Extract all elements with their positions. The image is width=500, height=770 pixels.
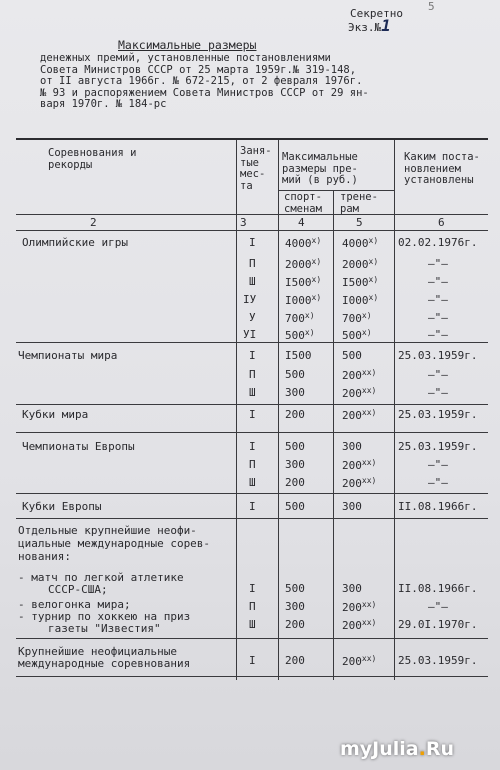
established-date-cell: –"– (428, 257, 448, 270)
coaches-amount-cell: 700$^{x)}$ (342, 311, 372, 325)
section-rule (16, 518, 488, 519)
row-name: Олимпийские игры (22, 236, 128, 249)
established-date-cell: 25.03.1959г. (398, 654, 478, 667)
watermark-tld: Ru (425, 738, 455, 760)
preamble-line: варя 1970г. № 184-рс (40, 98, 167, 110)
watermark-dot: . (418, 738, 426, 760)
established-date-cell: –"– (428, 476, 448, 489)
header-max-sizes (282, 152, 358, 187)
other-item (18, 572, 184, 596)
other-intro (18, 524, 210, 563)
header-established-line: новлением (404, 162, 461, 175)
established-date-cell: –"– (428, 328, 448, 341)
established-date-cell: –"– (428, 386, 448, 399)
coaches-amount-cell: 500$^{x)}$ (342, 328, 372, 342)
section-rule (16, 493, 488, 494)
header-bottom-rule (16, 214, 488, 215)
header-competition-line: Соревнования и (48, 147, 137, 159)
colnum-bottom-rule (16, 230, 488, 231)
coaches-amount-cell: 200$^{xx)}$ (342, 600, 377, 614)
athletes-amount-cell: 300 (285, 458, 305, 471)
row-name (18, 646, 190, 670)
table-bottom-rule (16, 676, 488, 677)
header-max-line: мий (в руб.) (282, 174, 358, 186)
established-date-cell: –"– (428, 311, 448, 324)
corner-mark: 5 (428, 0, 435, 13)
established-date-cell: 29.0I.1970г. (398, 618, 478, 631)
col-number: 2 (90, 216, 97, 229)
row-name: Чемпионаты мира (18, 349, 118, 362)
copy-number: 1 (381, 16, 391, 35)
preamble-line: денежных премий, установленные постановлениями (40, 52, 331, 64)
athletes-amount-cell: 500 (285, 440, 305, 453)
established-date-cell: II.08.1966г. (398, 582, 478, 595)
coaches-amount-cell: 200$^{xx)}$ (342, 654, 377, 668)
established-date-cell: –"– (428, 293, 448, 306)
header-place-line: тые (240, 156, 259, 169)
header-established (404, 152, 480, 187)
coaches-amount-cell: 2000$^{x)}$ (342, 257, 379, 271)
watermark-main: myJulia (340, 738, 419, 760)
col-number: 4 (298, 216, 305, 229)
other-intro-line: Отдельные крупнейшие неофи- (18, 524, 197, 537)
coaches-amount-cell: 4000$^{x)}$ (342, 236, 379, 250)
athletes-amount-cell: 700$^{x)}$ (285, 311, 315, 325)
athletes-amount-cell: 2000$^{x)}$ (285, 257, 322, 271)
place-cell: У (249, 311, 256, 324)
established-date-cell: 25.03.1959г. (398, 408, 478, 421)
other-intro-line: циальные международные сорев- (18, 537, 211, 550)
coaches-amount-cell: 300 (342, 500, 362, 513)
place-cell: П (249, 600, 256, 613)
place-cell: I (249, 349, 256, 362)
other-item-line: - турнир по хоккею на приз (18, 610, 191, 623)
col-divider-place (236, 140, 237, 680)
header-max-line: размеры пре- (282, 162, 358, 175)
place-cell: Ш (249, 275, 256, 288)
coaches-amount-cell: 200$^{xx)}$ (342, 618, 377, 632)
header-competition (48, 148, 137, 171)
other-item-line: газеты "Известия" (48, 622, 161, 635)
header-max-line: Максимальные (282, 151, 358, 163)
athletes-amount-cell: 300 (285, 600, 305, 613)
header-coaches (340, 192, 378, 215)
place-cell: Ш (249, 476, 256, 489)
coaches-amount-cell: 300 (342, 582, 362, 595)
header-athletes (284, 192, 322, 215)
place-cell: П (249, 368, 256, 381)
place-cell: I (249, 408, 256, 421)
copy-label: Экз.№ (348, 21, 382, 34)
col-divider-athletes (278, 140, 279, 680)
secrecy-stamp (348, 8, 403, 34)
col-number: 3 (240, 216, 247, 229)
copy-line (348, 16, 403, 35)
coaches-amount-cell: 300 (342, 440, 362, 453)
col-divider-coaches (333, 190, 334, 680)
coaches-amount-cell: I500$^{x)}$ (342, 275, 379, 289)
other-item-line: СССР-США; (48, 583, 108, 596)
athletes-amount-cell: 200 (285, 654, 305, 667)
row-name: Кубки Европы (22, 500, 102, 513)
preamble-line: № 93 и распоряжением Совета Министров СССР от 29 ян- (40, 86, 369, 99)
header-established-line: Каким поста- (404, 151, 480, 163)
row-name: Кубки мира (22, 408, 89, 421)
col-divider-established (394, 140, 395, 680)
coaches-amount-cell: 200$^{xx)}$ (342, 476, 377, 490)
athletes-amount-cell: 500 (285, 368, 305, 381)
header-place-line: та (240, 179, 253, 192)
athletes-amount-cell: 500$^{x)}$ (285, 328, 315, 342)
watermark (340, 738, 454, 760)
athletes-amount-cell: 200 (285, 618, 305, 631)
athletes-amount-cell: 500 (285, 582, 305, 595)
coaches-amount-cell: 200$^{xx)}$ (342, 368, 377, 382)
athletes-amount-cell: I500$^{x)}$ (285, 275, 322, 289)
established-date-cell: 02.02.1976г. (398, 236, 478, 249)
established-date-cell: –"– (428, 600, 448, 613)
section-rule (16, 342, 488, 343)
other-item (18, 611, 190, 635)
section-rule (16, 638, 488, 639)
header-athletes-line: спорт- (284, 191, 322, 203)
header-coaches-line: трене- (340, 191, 378, 203)
coaches-amount-cell: 500 (342, 349, 362, 362)
established-date-cell: 25.03.1959г. (398, 440, 478, 453)
other-intro-line: нования: (18, 550, 71, 563)
header-coaches-line: рам (340, 202, 359, 215)
header-athletes-line: сменам (284, 202, 322, 215)
established-date-cell: 25.03.1959г. (398, 349, 478, 362)
coaches-amount-cell: I000$^{x)}$ (342, 293, 379, 307)
coaches-amount-cell: 200$^{xx)}$ (342, 408, 377, 422)
place-cell: I (249, 500, 256, 513)
other-item: - велогонка мира; (18, 598, 131, 611)
header-place-line: Заня- (240, 145, 272, 157)
section-rule (16, 432, 488, 433)
row-name-line: Крупнейшие неофициальные (18, 645, 177, 658)
athletes-amount-cell: 300 (285, 386, 305, 399)
established-date-cell: –"– (428, 275, 448, 288)
coaches-amount-cell: 200$^{xx)}$ (342, 386, 377, 400)
table-top-rule (16, 138, 488, 140)
document-preamble (40, 53, 369, 111)
place-cell: Ш (249, 386, 256, 399)
athletes-amount-cell: 500 (285, 500, 305, 513)
col-number: 5 (356, 216, 363, 229)
place-cell: П (249, 257, 256, 270)
coaches-amount-cell: 200$^{xx)}$ (342, 458, 377, 472)
place-cell: Ш (249, 618, 256, 631)
established-date-cell: –"– (428, 368, 448, 381)
header-place-line: мес- (240, 168, 266, 180)
preamble-line: от II августа 1966г. № 672-215, от 2 февраля 1976г. (40, 75, 363, 87)
row-name: Чемпионаты Европы (22, 440, 135, 453)
established-date-cell: –"– (428, 458, 448, 471)
place-cell: П (249, 458, 256, 471)
athletes-amount-cell: 200 (285, 476, 305, 489)
athletes-amount-cell: 4000$^{x)}$ (285, 236, 322, 250)
header-established-line: установлены (404, 174, 474, 186)
header-competition-line: рекорды (48, 158, 93, 171)
col-number: 6 (438, 216, 445, 229)
header-place (240, 146, 272, 192)
athletes-amount-cell: 200 (285, 408, 305, 421)
secret-label: Секретно (350, 7, 403, 20)
athletes-amount-cell: I500 (285, 349, 312, 362)
established-date-cell: II.08.1966г. (398, 500, 478, 513)
row-name-line: международные соревнования (18, 657, 191, 670)
document-title: Максимальные размеры (118, 38, 257, 52)
place-cell: УI (243, 328, 257, 341)
place-cell: IУ (243, 293, 257, 306)
other-item-line: - матч по легкой атлетике (18, 571, 184, 584)
place-cell: I (249, 236, 256, 249)
athletes-amount-cell: I000$^{x)}$ (285, 293, 322, 307)
preamble-line: Совета Министров СССР от 25 марта 1959г.№ 319-148, (40, 63, 357, 76)
place-cell: I (249, 440, 256, 453)
place-cell: I (249, 654, 256, 667)
section-rule (16, 404, 488, 405)
place-cell: I (249, 582, 256, 595)
